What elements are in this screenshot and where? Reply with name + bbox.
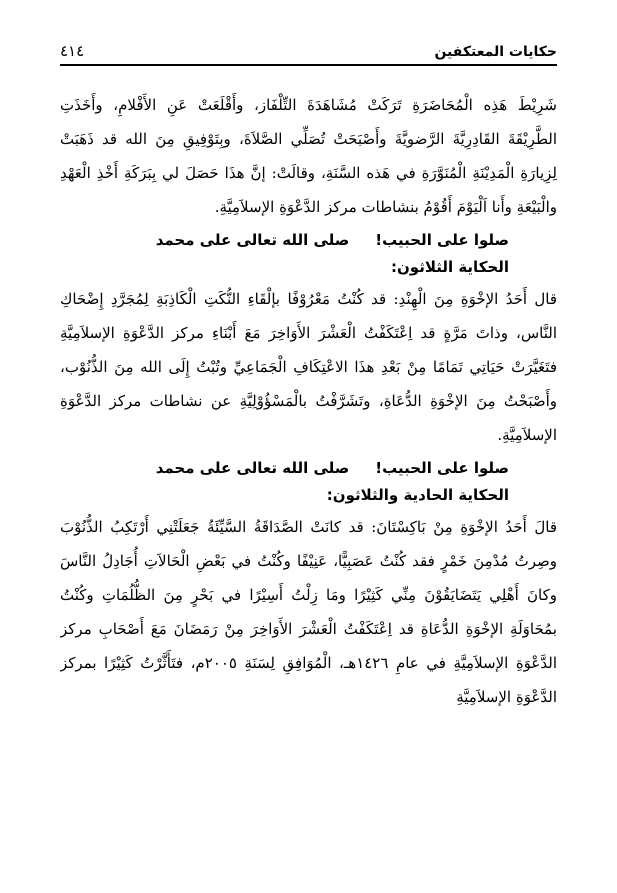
- intro-paragraph: شَرِيْطَ هَذِه الْمُحَاضَرَةِ تَرَكَتْ مُشَاهَدَةَ التِّلْفَاز، وأَقْلَعَتْ عَنِ الأَفْلامِ، وأَخَذَتِ الطَّرِيْقَةَ القَادِرِيَّةَ الرَّضويَّةَ وأَصْبَحَتْ تُصَلِّي الصَّلاَةَ، وبِتَوْفِيقِ مِنَ الله قد ذَهَبَتْ لِزِيارَةِ الْمَدِيْنَةِ الْمُنَوَّرَةِ في هَذه السَّنَةِ، وقالَتْ: إنَّ هذَا حَصَلَ لي بِبَرَكَةِ أَخْذِ الْعَهْدِ والْبَيْعَةِ وأَنا اَلْيَوْمَ أَقُوْمُ بنشاطات مركز الدَّعْوَةِ الإسلاَمِيَّةِ.: [60, 96, 557, 216]
- page-header: [60, 38, 557, 66]
- page-body: [60, 88, 557, 865]
- page-number: ٤١٤: [60, 42, 85, 60]
- salawat-line-1: [60, 226, 557, 254]
- running-title: حكايات المعتكفين: [434, 44, 557, 60]
- salawat-call: صلوا على الحبيب!: [375, 459, 509, 477]
- story-30-text: قال أَحَدُ الإخْوَةِ مِنَ الْهِنْدِ: قد كُنْتُ مَعْرُوْفًا بإلْقَاءِ النُّكَتِ الْكَاذِبَةِ لِمُجَرَّدِ إِضْحَاكِ النَّاس، وذاتَ مَرَّةٍ قد اِعْتَكَفْتُ الْعَشْرَ الأَوَاخِرَ مَعَ أَبْنَاءِ مركز الدَّعْوَةِ الإسلاَمِيَّةِ فتَغَيَّرَتْ حَيَاتِي تَمَامًا مِنْ بَعْدِ هذَا الاعْتِكَافِ الْجَمَاعِيِّ وتُبْتُ إِلَى الله مِنَ الذُّنُوْب، وأَصْبَحْتُ مِنَ الإخْوَةِ الدُّعَاةِ، وتَشَرَّفْتُ بالْمَسْؤُوْلِيَّةِ عن نشاطات مركز الدَّعْوَةِ الإسلاَمِيَّةِ.: [60, 290, 557, 444]
- salawat-response: صلى الله تعالى على محمد: [155, 459, 350, 477]
- story-31-heading: الحكاية الحادية والثلاثون:: [326, 486, 509, 504]
- salawat-call: صلوا على الحبيب!: [375, 231, 509, 249]
- story-30-heading: الحكاية الثلاثون:: [390, 258, 509, 276]
- story-31-text: قالَ أَحَدُ الإخْوَةِ مِنْ بَاكِسْتَانَ: قد كانَتْ الصَّدَاقَةُ السَّيِّئَةُ جَعَلَتْنِي أَرْتَكِبُ الذُّنُوْبَ وصِرتُ مُدْمِنَ خَمْرٍ فقد كُنْتُ عَصَبِيًّا، عَنِيْفًا وكُنْتُ في بَعْضِ الْحَالاَتِ أُجَادِلُ النَّاسَ وكانَ أَهْلِي يَتَضَايَقُوْنَ مِنِّي كَثِيْرًا ومَا زِلْتُ أَسِيْرًا في بَحْرٍ مِنَ الظُّلُمَاتِ وكُنْتُ بمُحَاوَلَةِ الإخْوَةِ الدُّعَاةِ قد اِعْتَكَفْتُ الْعَشْرَ الأَوَاخِرَ مِنْ رَمَضَانَ مَعَ أَصْحَابِ مركز الدَّعْوَةِ الإسلاَمِيَّةِ في عامِ ١٤٢٦هـ، الْمُوَافِقِ لِسَنَةِ ٢٠٠٥م، فتَأَثَّرْتُ كَثِيْرًا بمركز الدَّعْوَةِ الإسلاَمِيَّةِ: [60, 518, 557, 706]
- salawat-line-2: [60, 454, 557, 482]
- salawat-response: صلى الله تعالى على محمد: [155, 231, 350, 249]
